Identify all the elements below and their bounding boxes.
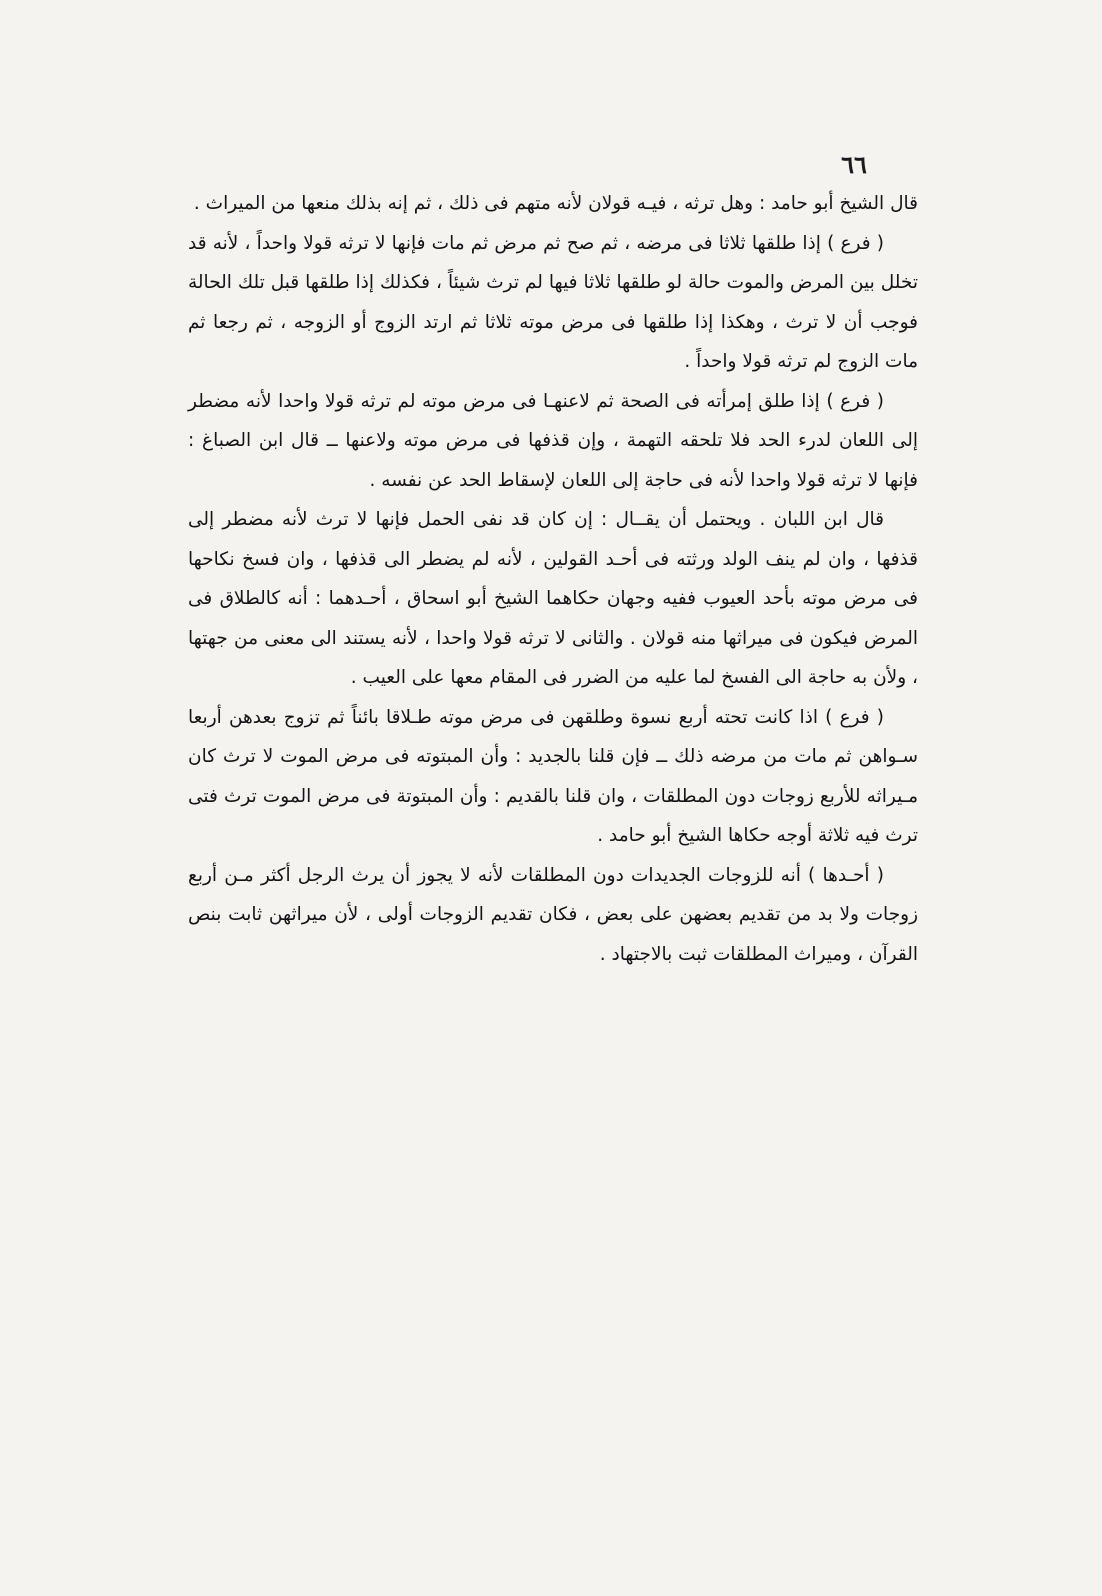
paragraph: ( فرع ) إذا طلقها ثلاثا فى مرضه ، ثم صح ثم مرض ثم مات فإنها لا ترثه قولا واحداً ، لأنه قد تخلل بين المرض والموت حالة لو طلقها ثلاثا فيها لم ترث شيئاً ، فكذلك إذا طلقها قبل تلك الحالة فوجب أن لا ترث ، وهكذا إذا طلقها فى مرض موته ثلاثا ثم ارتد الزوج أو الزوجه ، ثم رجعا ثم مات الزوج لم ترثه قولا واحداً . [188, 232, 918, 372]
body-text [188, 184, 918, 974]
paragraph: قال الشيخ أبو حامد : وهل ترثه ، فيـه قولان لأنه متهم فى ذلك ، ثم إنه بذلك منعها من الميراث . [193, 193, 918, 214]
paragraph: قال ابن اللبان . ويحتمل أن يقــال : إن كان قد نفى الحمل فإنها لا ترث لأنه مضطر إلى قذفها ، وان لم ينف الولد ورثته فى أحـد القولين ، لأنه لم يضطر الى قذفها ، وان فسخ نكاحها فى مرض موته بأحد العيوب ففيه وجهان حكاهما الشيخ أبو اسحاق ، أحـدهما : أنه كالطلاق فى المرض فيكون فى ميراثها منه قولان . والثانى لا ترثه قولا واحدا ، لأنه يستند الى معنى من جهتها ، ولأن به حاجة الى الفسخ لما عليه من الضرر فى المقام معها على العيب . [188, 509, 918, 688]
paragraph: ( فرع ) اذا كانت تحته أربع نسوة وطلقهن فى مرض موته طـلاقا بائناً ثم تزوج بعدهن أربعا سـواهن ثم مات من مرضه ذلك ــ فإن قلنا بالجديد : وأن المبتوته فى مرض الموت لا ترث كان مـيراثه للأربع زوجات دون المطلقات ، وان قلنا بالقديم : وأن المبتوتة فى مرض الموت ترث فتى ترث فيه ثلاثة أوجه حكاها الشيخ أبو حامد . [188, 706, 918, 846]
paragraph: ( أحـدها ) أنه للزوجات الجديدات دون المطلقات لأنه لا يجوز أن يرث الرجل أكثر مـن أربع زوجات ولا بد من تقديم بعضهن على بعض ، فكان تقديم الزوجات أولى ، لأن ميراثهن ثابت بنص القرآن ، وميراث المطلقات ثبت بالاجتهاد . [188, 864, 918, 965]
page-number: ٦٦ [841, 150, 867, 179]
paragraph: ( فرع ) إذا طلق إمرأته فى الصحة ثم لاعنهـا فى مرض موته لم ترثه قولا واحدا لأنه مضطر إلى اللعان لدرء الحد فلا تلحقه التهمة ، وإن قذفها فى مرض موته ولاعنها ــ قال ابن الصباغ : فإنها لا ترثه قولا واحدا لأنه فى حاجة إلى اللعان لإسقاط الحد عن نفسه . [188, 390, 918, 491]
